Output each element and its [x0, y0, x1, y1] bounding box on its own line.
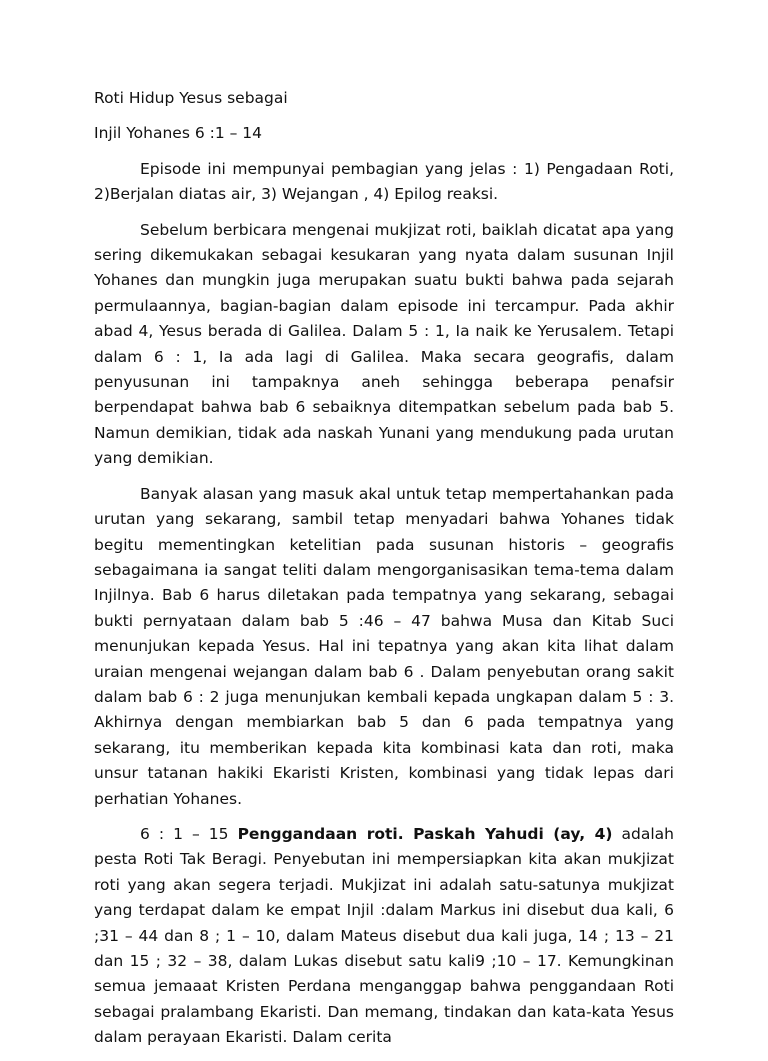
- document-body: [94, 86, 674, 1061]
- paragraph-penggandaan: [94, 822, 674, 1051]
- paragraph-banyak-alasan: Banyak alasan yang masuk akal untuk tetap mempertahankan pada urutan yang sekarang, sambil tetap menyadari bahwa Yohanes tidak begitu mementingkan ketelitian pada susunan historis – geografis sebagaimana ia sangat teliti dalam mengorganisasikan tema-tema dalam Injilnya. Bab 6 harus diletakan pada tempatnya yang sekarang, sebagai bukti pernyataan dalam bab 5 :46 – 47 bahwa Musa dan Kitab Suci menunjukan kepada Yesus. Hal ini tepatnya yang akan kita lihat dalam uraian mengenai wejangan dalam bab 6 . Dalam penyebutan orang sakit dalam bab 6 : 2 juga menunjukan kembali kepada ungkapan dalam 5 : 3. Akhirnya dengan membiarkan bab 5 dan 6 pada tempatnya yang sekarang, itu memberikan kepada kita kombinasi kata dan roti, maka unsur tatanan hakiki Ekaristi Kristen, kombinasi yang tidak lepas dari perhatian Yohanes.: [94, 484, 674, 808]
- paragraph-sebelum: Sebelum berbicara mengenai mukjizat roti, baiklah dicatat apa yang sering dikemukakan sebagai kesukaran yang nyata dalam susunan Injil Yohanes dan mungkin juga merupakan suatu bukti bahwa pada sejarah permulaannya, bagian-bagian dalam episode ini tercampur. Pada akhir abad 4, Yesus berada di Galilea. Dalam 5 : 1, Ia naik ke Yerusalem. Tetapi dalam 6 : 1, Ia ada lagi di Galilea. Maka secara geografis, dalam penyusunan ini tampaknya aneh sehingga beberapa penafsir berpendapat bahwa bab 6 sebaiknya ditempatkan sebelum pada bab 5. Namun demikian, tidak ada naskah Yunani yang mendukung pada urutan yang demikian.: [94, 220, 674, 468]
- document-title: Roti Hidup Yesus sebagai: [94, 89, 288, 107]
- paragraph-episode: Episode ini mempunyai pembagian yang jelas : 1) Pengadaan Roti, 2)Berjalan diatas air, 3) Wejangan , 4) Epilog reaksi.: [94, 159, 674, 204]
- paragraph-reference: 6 : 1 – 15: [140, 824, 238, 843]
- document-subtitle: Injil Yohanes 6 :1 – 14: [94, 124, 263, 143]
- paragraph-rest: adalah pesta Roti Tak Beragi. Penyebutan ini mempersiapkan kita akan mukjizat roti yang akan segera terjadi. Mukjizat ini adalah satu-satunya mukjizat yang terdapat dalam ke empat Injil :dalam Markus ini disebut dua kali, 6 ;31 – 44 dan 8 ; 1 – 10, dalam Mateus disebut dua kali juga, 14 ; 13 – 21 dan 15 ; 32 – 38, dalam Lukas disebut satu kali9 ;10 – 17. Kemungkinan semua jemaaat Kristen Perdana menganggap bahwa penggandaan Roti sebagai pralambang Ekaristi. Dan memang, tindakan dan kata-kata Yesus dalam perayaan Ekaristi. Dalam cerita: [94, 824, 674, 1047]
- paragraph-bold-heading: Penggandaan roti. Paskah Yahudi (ay, 4): [237, 824, 613, 843]
